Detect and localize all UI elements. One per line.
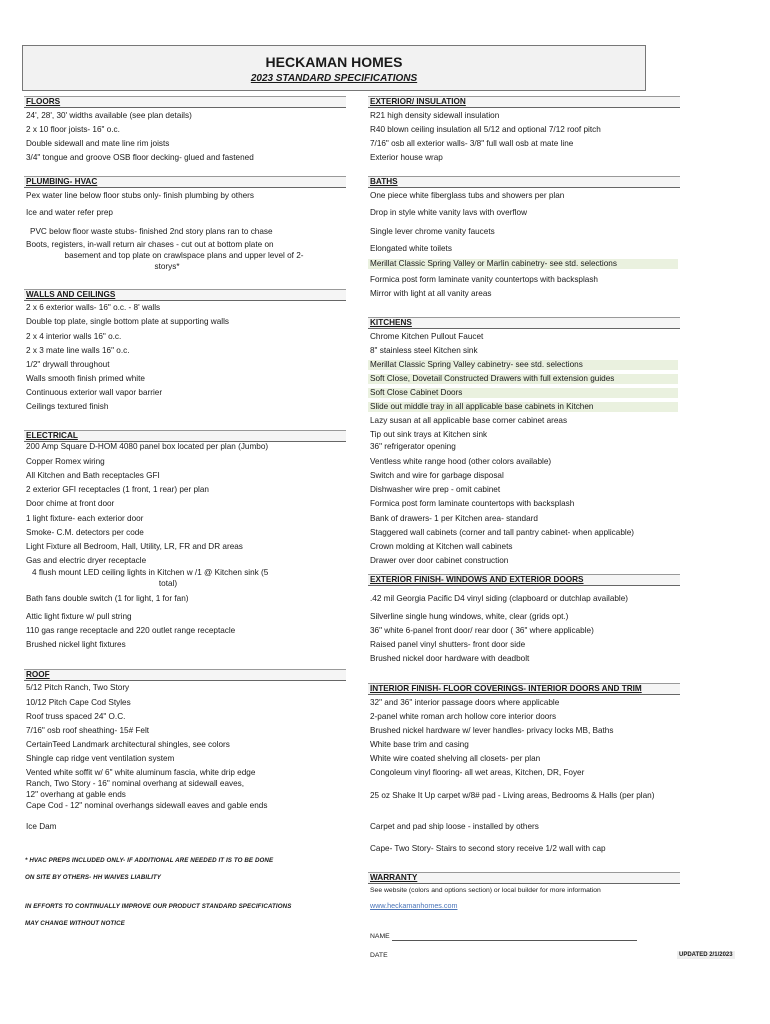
page-subtitle: 2023 STANDARD SPECIFICATIONS bbox=[250, 73, 418, 84]
note-line: IN EFFORTS TO CONTINUALLY IMPROVE OUR PRODUCT STANDARD SPECIFICATIONS bbox=[25, 903, 292, 910]
kitchens-item: Staggered wall cabinets (corner and tall pantry cabinet- when applicable) bbox=[370, 528, 634, 537]
walls-item: Ceilings textured finish bbox=[26, 402, 109, 411]
plumbing-item: PVC below floor waste stubs- finished 2nd story plans ran to chase bbox=[30, 227, 273, 236]
roof-item: Cape Cod - 12" nominal overhangs sidewall eaves and gable ends bbox=[26, 801, 268, 810]
roof-header: ROOF bbox=[24, 669, 346, 681]
name-label: NAME bbox=[370, 933, 390, 940]
exterior-finish-item: Brushed nickel door hardware with deadbolt bbox=[370, 654, 530, 663]
note-line: MAY CHANGE WITHOUT NOTICE bbox=[25, 920, 125, 927]
baths-item: Single lever chrome vanity faucets bbox=[370, 227, 495, 236]
electrical-item: 110 gas range receptacle and 220 outlet range receptacle bbox=[26, 626, 236, 635]
note-line: ON SITE BY OTHERS- HH WAIVES LIABILITY bbox=[25, 874, 162, 881]
kitchens-item-highlighted: Slide out middle tray in all applicable base cabinets in Kitchen bbox=[368, 402, 678, 412]
interior-finish-item: 2-panel white roman arch hollow core interior doors bbox=[370, 712, 557, 721]
floors-header: FLOORS bbox=[24, 96, 346, 108]
plumbing-item: Boots, registers, in-wall return air chases - cut out at bottom plate on bbox=[26, 240, 274, 249]
walls-item: 2 x 4 interior walls 16" o.c. bbox=[26, 332, 122, 341]
baths-item-highlighted: Merillat Classic Spring Valley or Marlin cabinetry- see std. selections bbox=[368, 259, 678, 269]
kitchens-item: Drawer over door cabinet construction bbox=[370, 556, 509, 565]
kitchens-item-highlighted: Soft Close Cabinet Doors bbox=[368, 388, 678, 398]
title-box bbox=[22, 45, 646, 91]
plumbing-item: basement and top plate on crawlspace plans and upper level of 2- bbox=[64, 251, 304, 260]
plumbing-item: Ice and water refer prep bbox=[26, 208, 113, 217]
kitchens-item: 36" refrigerator opening bbox=[370, 442, 456, 451]
roof-item: Ice Dam bbox=[26, 822, 57, 831]
roof-item: Shingle cap ridge vent ventilation system bbox=[26, 754, 175, 763]
kitchens-item: Tip out sink trays at Kitchen sink bbox=[370, 430, 488, 439]
warranty-header: WARRANTY bbox=[368, 872, 680, 884]
interior-finish-item: 32" and 36" interior passage doors where applicable bbox=[370, 698, 560, 707]
electrical-item: Copper Romex wiring bbox=[26, 457, 105, 466]
roof-item: 5/12 Pitch Ranch, Two Story bbox=[26, 683, 130, 692]
exterior-finish-item: Silverline single hung windows, white, clear (grids opt.) bbox=[370, 612, 569, 621]
date-label: DATE bbox=[370, 952, 388, 959]
kitchens-item: Switch and wire for garbage disposal bbox=[370, 471, 504, 480]
kitchens-item: Formica post form laminate countertops with backsplash bbox=[370, 499, 575, 508]
electrical-item: Gas and electric dryer receptacle bbox=[26, 556, 147, 565]
electrical-item: Bath fans double switch (1 for light, 1 for fan) bbox=[26, 594, 189, 603]
baths-item: Mirror with light at all vanity areas bbox=[370, 289, 492, 298]
electrical-header: ELECTRICAL bbox=[24, 430, 346, 442]
floors-item: 24', 28', 30' widths available (see plan details) bbox=[26, 111, 192, 120]
kitchens-item: Bank of drawers- 1 per Kitchen area- standard bbox=[370, 514, 538, 523]
kitchens-item-highlighted: Soft Close, Dovetail Constructed Drawers with full extension guides bbox=[368, 374, 678, 384]
interior-finish-item: White base trim and casing bbox=[370, 740, 469, 749]
electrical-item: 4 flush mount LED ceiling lights in Kitchen w /1 @ Kitchen sink (5 bbox=[32, 568, 269, 577]
exterior-insulation-item: 7/16" osb all exterior walls- 3/8" full wall osb at mate line bbox=[370, 139, 574, 148]
interior-finish-item: Congoleum vinyl flooring- all wet areas, Kitchen, DR, Foyer bbox=[370, 768, 585, 777]
electrical-item: total) bbox=[158, 579, 178, 588]
interior-finish-item: 25 oz Shake It Up carpet w/8# pad - Living areas, Bedrooms & Halls (per plan) bbox=[370, 791, 655, 800]
interior-finish-item: White wire coated shelving all closets- per plan bbox=[370, 754, 541, 763]
walls-item: 2 x 3 mate line walls 16" o.c. bbox=[26, 346, 130, 355]
updated-badge: UPDATED 2/1/2023 bbox=[679, 952, 733, 958]
kitchens-header: KITCHENS bbox=[368, 317, 680, 329]
floors-item: 3/4" tongue and groove OSB floor decking- glued and fastened bbox=[26, 153, 254, 162]
roof-item: Ranch, Two Story - 16" nominal overhang at sidewall eaves, bbox=[26, 779, 245, 788]
warranty-text: See website (colors and options section) or local builder for more information bbox=[370, 887, 601, 894]
note-line: * HVAC PREPS INCLUDED ONLY- IF ADDITIONAL ARE NEEDED IT IS TO BE DONE bbox=[25, 857, 274, 864]
exterior-finish-item: Raised panel vinyl shutters- front door side bbox=[370, 640, 526, 649]
walls-item: Double top plate, single bottom plate at supporting walls bbox=[26, 317, 229, 326]
electrical-item: Attic light fixture w/ pull string bbox=[26, 612, 132, 621]
plumbing-item: Pex water line below floor stubs only- finish plumbing by others bbox=[26, 191, 254, 200]
interior-finish-item: Cape- Two Story- Stairs to second story receive 1/2 wall with cap bbox=[370, 844, 606, 853]
roof-item: Roof truss spaced 24" O.C. bbox=[26, 712, 126, 721]
electrical-item: Brushed nickel light fixtures bbox=[26, 640, 126, 649]
floors-item: 2 x 10 floor joists- 16" o.c. bbox=[26, 125, 120, 134]
walls-header: WALLS AND CEILINGS bbox=[24, 289, 346, 301]
baths-item: One piece white fiberglass tubs and showers per plan bbox=[370, 191, 565, 200]
baths-header: BATHS bbox=[368, 176, 680, 188]
kitchens-item: Lazy susan at all applicable base corner cabinet areas bbox=[370, 416, 568, 425]
baths-item: Drop in style white vanity lavs with overflow bbox=[370, 208, 527, 217]
kitchens-item: Dishwasher wire prep - omit cabinet bbox=[370, 485, 501, 494]
roof-item: CertainTeed Landmark architectural shingles, see colors bbox=[26, 740, 230, 749]
kitchens-item-highlighted: Merillat Classic Spring Valley cabinetry- see std. selections bbox=[368, 360, 678, 370]
roof-item: 10/12 Pitch Cape Cod Styles bbox=[26, 698, 131, 707]
roof-item: 12" overhang at gable ends bbox=[26, 790, 126, 799]
walls-item: 2 x 6 exterior walls- 16" o.c. - 8' walls bbox=[26, 303, 161, 312]
kitchens-item: 8" stainless steel Kitchen sink bbox=[370, 346, 478, 355]
electrical-item: 2 exterior GFI receptacles (1 front, 1 rear) per plan bbox=[26, 485, 209, 494]
exterior-insulation-item: Exterior house wrap bbox=[370, 153, 443, 162]
baths-item: Formica post form laminate vanity countertops with backsplash bbox=[370, 275, 598, 284]
electrical-item: All Kitchen and Bath receptacles GFI bbox=[26, 471, 160, 480]
interior-finish-item: Carpet and pad ship loose - installed by others bbox=[370, 822, 539, 831]
page-title: HECKAMAN HOMES bbox=[265, 54, 403, 70]
electrical-item: Smoke- C.M. detectors per code bbox=[26, 528, 144, 537]
electrical-item: 200 Amp Square D-HOM 4080 panel box located per plan (Jumbo) bbox=[26, 442, 269, 451]
kitchens-item: Ventless white range hood (other colors available) bbox=[370, 457, 552, 466]
exterior-finish-header: EXTERIOR FINISH- WINDOWS AND EXTERIOR DOORS bbox=[368, 574, 680, 586]
electrical-item: Door chime at front door bbox=[26, 499, 115, 508]
roof-item: 7/16" osb roof sheathing- 15# Felt bbox=[26, 726, 150, 735]
kitchens-item: Crown molding at Kitchen wall cabinets bbox=[370, 542, 513, 551]
exterior-finish-item: .42 mil Georgia Pacific D4 vinyl siding (clapboard or dutchlap available) bbox=[370, 594, 629, 603]
interior-finish-header: INTERIOR FINISH- FLOOR COVERINGS- INTERIOR DOORS AND TRIM bbox=[368, 683, 680, 695]
exterior-finish-item: 36" white 6-panel front door/ rear door ( 36" where applicable) bbox=[370, 626, 594, 635]
interior-finish-item: Brushed nickel hardware w/ lever handles- privacy locks MB, Baths bbox=[370, 726, 614, 735]
name-signature-line bbox=[392, 940, 637, 941]
floors-item: Double sidewall and mate line rim joists bbox=[26, 139, 170, 148]
plumbing-item: storys* bbox=[154, 262, 180, 271]
website-link[interactable]: www.heckamanhomes.com bbox=[370, 901, 458, 910]
walls-item: Walls smooth finish primed white bbox=[26, 374, 145, 383]
kitchens-item: Chrome Kitchen Pullout Faucet bbox=[370, 332, 484, 341]
electrical-item: Light Fixture all Bedroom, Hall, Utility, LR, FR and DR areas bbox=[26, 542, 243, 551]
roof-item: Vented white soffit w/ 6" white aluminum fascia, white drip edge bbox=[26, 768, 256, 777]
exterior-insulation-item: R21 high density sidewall insulation bbox=[370, 111, 500, 120]
plumbing-header: PLUMBING- HVAC bbox=[24, 176, 346, 188]
walls-item: Continuous exterior wall vapor barrier bbox=[26, 388, 163, 397]
walls-item: 1/2" drywall throughout bbox=[26, 360, 110, 369]
exterior-insulation-header: EXTERIOR/ INSULATION bbox=[368, 96, 680, 108]
baths-item: Elongated white toilets bbox=[370, 244, 452, 253]
electrical-item: 1 light fixture- each exterior door bbox=[26, 514, 144, 523]
exterior-insulation-item: R40 blown ceiling insulation all 5/12 and optional 7/12 roof pitch bbox=[370, 125, 601, 134]
